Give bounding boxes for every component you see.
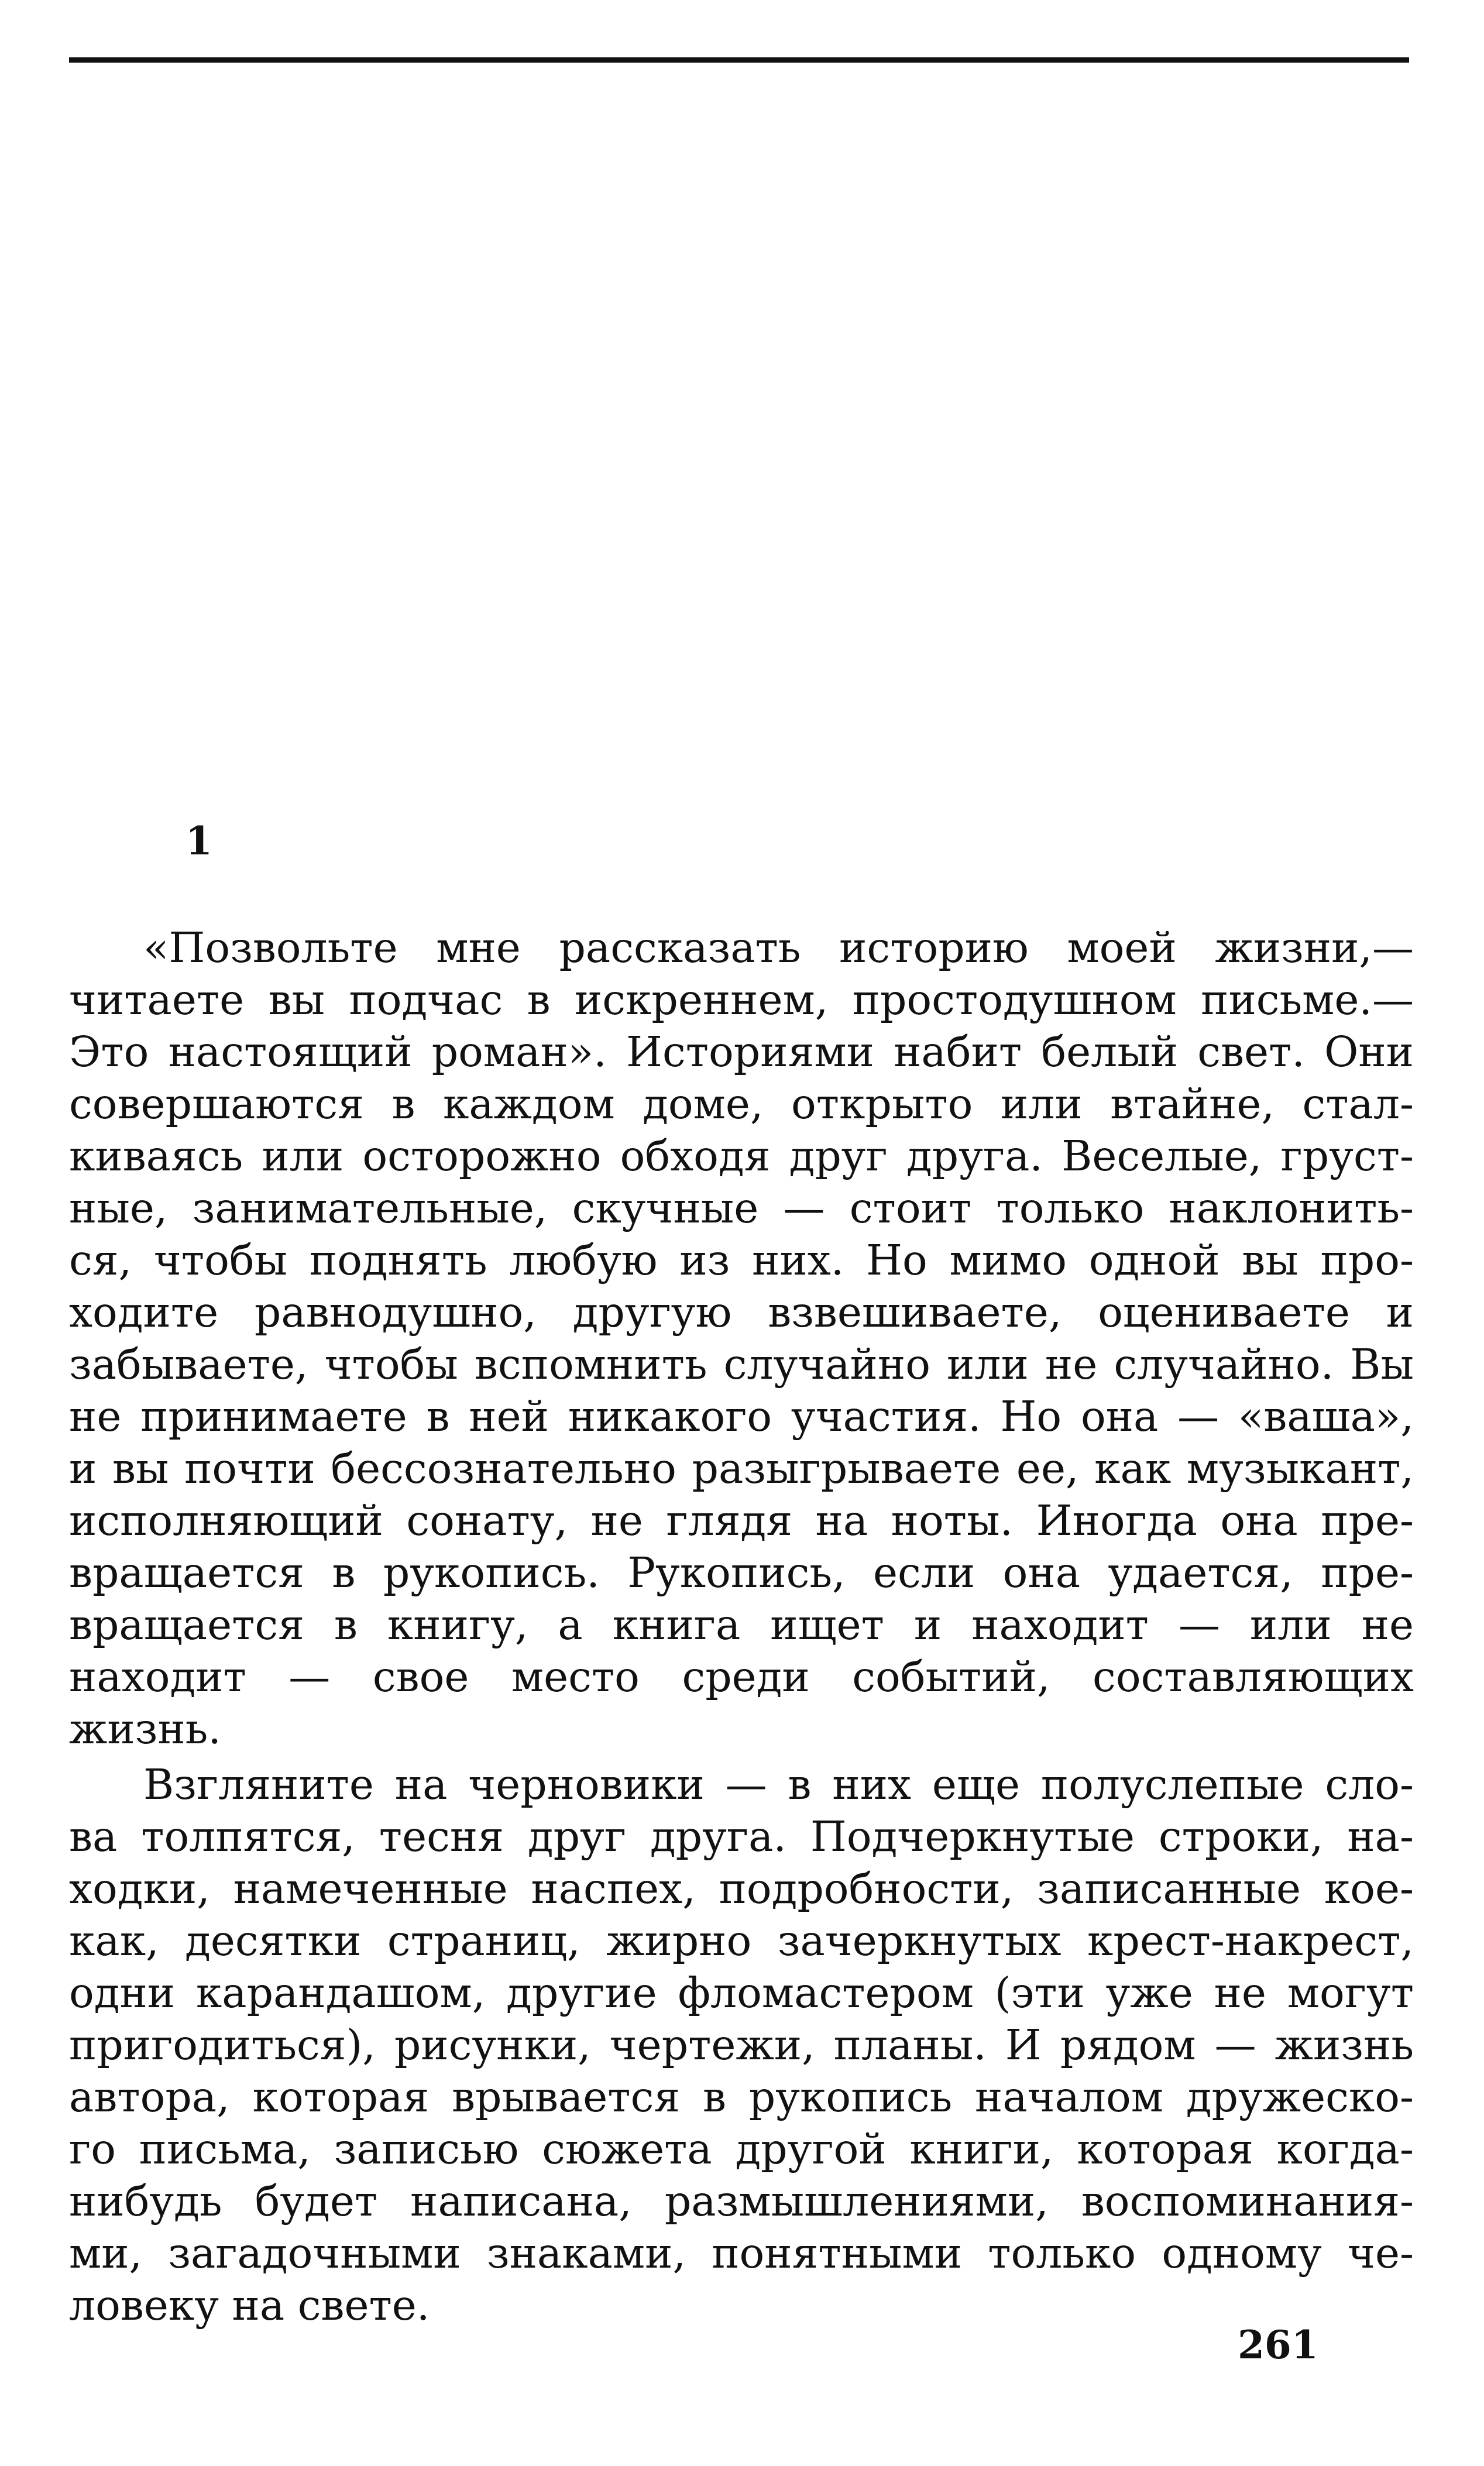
text-line: исполняющий сонату, не глядя на ноты. Иногда она пре- — [69, 1496, 1414, 1545]
text-line: ные, занимательные, скучные — стоит только наклонить- — [69, 1184, 1414, 1232]
text-line: не принимаете в ней никакого участия. Но она — «ваша», — [69, 1392, 1414, 1441]
text-line: ловеку на свете. — [69, 2281, 430, 2330]
text-line: ся, чтобы поднять любую из них. Но мимо одной вы про- — [69, 1236, 1414, 1284]
text-line: Это настоящий роман». Историями набит белый свет. Они — [69, 1028, 1414, 1076]
top-rule — [69, 57, 1409, 63]
paragraph-2 — [69, 1759, 1414, 2331]
text-line: находит — свое место среди событий, составляющих — [69, 1653, 1414, 1701]
chapter-number: 1 — [186, 818, 212, 864]
text-line: ва толпятся, тесня друг друга. Подчеркнутые строки, на- — [69, 1812, 1414, 1861]
page-number: 261 — [1238, 2322, 1318, 2368]
text-line: совершаются в каждом доме, открыто или втайне, стал- — [69, 1080, 1414, 1128]
paragraph-1 — [69, 922, 1414, 1755]
text-line: пригодиться), рисунки, чертежи, планы. И рядом — жизнь — [69, 2021, 1414, 2069]
text-line: как, десятки страниц, жирно зачеркнутых крест-накрест, — [69, 1917, 1414, 1965]
text-line: ходите равнодушно, другую взвешиваете, оцениваете и — [69, 1288, 1414, 1337]
text-line: го письма, записью сюжета другой книги, которая когда- — [69, 2125, 1414, 2173]
text-line: «Позвольте мне рассказать историю моей жизни,— — [143, 923, 1414, 972]
text-line: жизнь. — [69, 1705, 221, 1753]
text-line: и вы почти бессознательно разыгрываете ее, как музыкант, — [69, 1444, 1414, 1493]
text-line: автора, которая врывается в рукопись началом дружеско- — [69, 2073, 1414, 2121]
text-line: ходки, намеченные наспех, подробности, записанные кое- — [69, 1864, 1414, 1913]
text-line: забываете, чтобы вспомнить случайно или не случайно. Вы — [69, 1340, 1414, 1389]
text-line: читаете вы подчас в искреннем, простодушном письме.— — [69, 976, 1414, 1024]
text-line: киваясь или осторожно обходя друг друга. Веселые, груст- — [69, 1132, 1414, 1180]
text-line: вращается в рукопись. Рукопись, если она удается, пре- — [69, 1548, 1414, 1597]
text-line: Взгляните на черновики — в них еще полуслепые сло- — [143, 1760, 1414, 1809]
text-line: нибудь будет написана, размышлениями, воспоминания- — [69, 2177, 1414, 2225]
text-line: вращается в книгу, а книга ищет и находит — или не — [69, 1601, 1414, 1649]
text-line: одни карандашом, другие фломастером (эти уже не могут — [69, 1969, 1414, 2017]
text-line: ми, загадочными знаками, понятными только одному че- — [69, 2229, 1414, 2278]
